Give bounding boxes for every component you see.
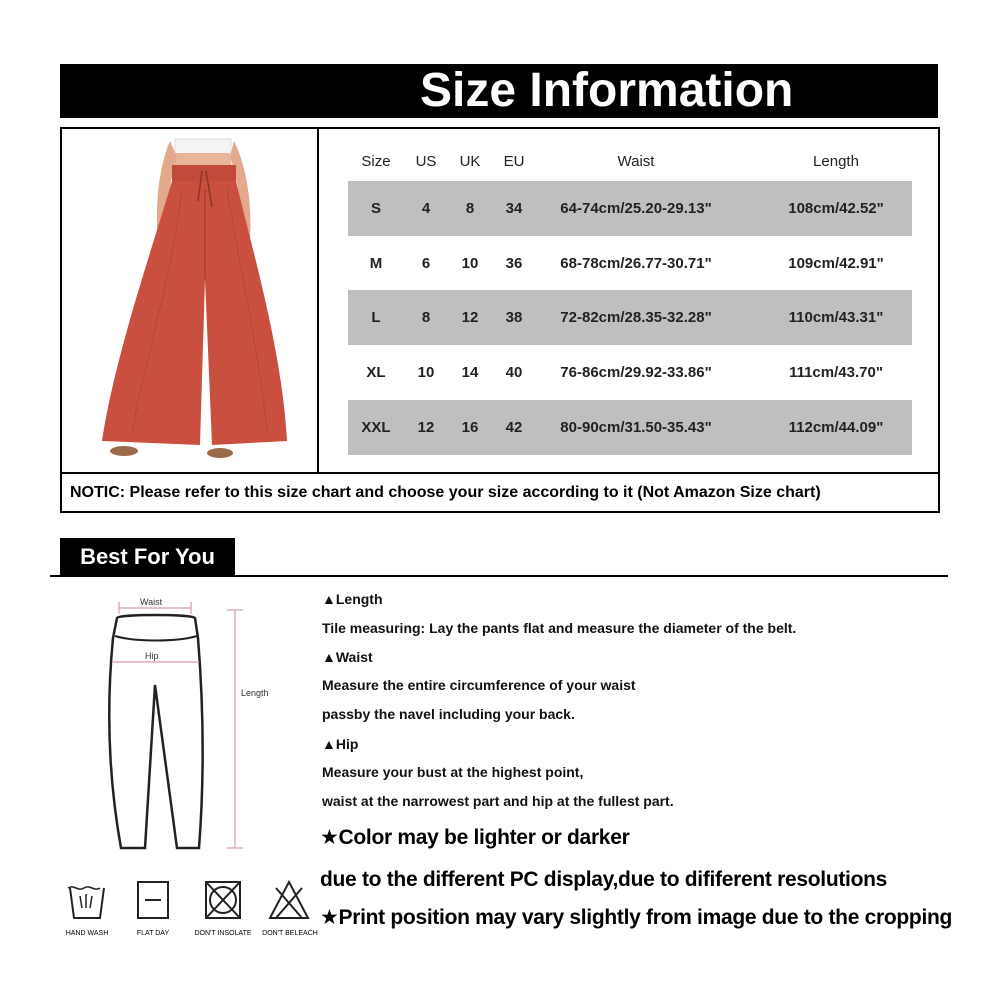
size-cell: M [369, 255, 383, 272]
waist-instruction-2: passby the navel including your back. [322, 706, 575, 722]
color-note: ★Color may be lighter or darker [320, 826, 630, 849]
size-cell: XL [366, 364, 386, 381]
waist-cell: 72-82cm/28.35-32.28" [560, 309, 712, 326]
product-photo [62, 129, 317, 472]
size-chart-box [60, 127, 940, 513]
length-cell: 109cm/42.91" [788, 255, 884, 272]
column-header: Length [813, 153, 859, 170]
us-cell: 6 [421, 255, 431, 272]
do-not-insulate-label: DON'T INSOLATE [194, 930, 252, 937]
header-banner [60, 64, 938, 118]
table-row [348, 345, 912, 400]
page-title: Size Information [420, 64, 794, 117]
table-row [348, 181, 912, 236]
waist-instruction-1: Measure the entire circumference of your waist [322, 677, 636, 693]
measurement-diagram [95, 590, 295, 855]
hand-wash-label: HAND WASH [65, 930, 109, 937]
waist-cell: 68-78cm/26.77-30.71" [560, 255, 712, 272]
uk-cell: 14 [461, 364, 479, 381]
length-cell: 108cm/42.52" [788, 200, 884, 217]
length-cell: 110cm/43.31" [788, 309, 884, 326]
us-cell: 12 [417, 419, 435, 436]
hip-instruction-1: Measure your bust at the highest point, [322, 764, 584, 780]
column-header: US [415, 153, 437, 170]
do-not-bleach-icon [254, 878, 324, 924]
waist-heading: ▲Waist [322, 649, 373, 665]
uk-cell: 8 [465, 200, 475, 217]
size-cell: L [371, 309, 381, 326]
eu-cell: 34 [505, 200, 523, 217]
waist-cell: 64-74cm/25.20-29.13" [560, 200, 712, 217]
us-cell: 8 [421, 309, 431, 326]
us-cell: 10 [417, 364, 435, 381]
waist-label: Waist [140, 597, 163, 607]
eu-cell: 40 [505, 364, 523, 381]
eu-cell: 42 [505, 419, 523, 436]
waist-cell: 76-86cm/29.92-33.86" [560, 364, 712, 381]
length-label: Length [241, 688, 269, 698]
print-note: ★Print position may vary slightly from image due to the cropping [320, 906, 953, 929]
pants-outline [109, 615, 203, 848]
column-header: EU [503, 153, 525, 170]
do-not-insulate-icon [188, 878, 258, 924]
length-cell: 111cm/43.70" [789, 364, 883, 381]
eu-cell: 36 [505, 255, 523, 272]
table-row [348, 290, 912, 345]
uk-cell: 10 [461, 255, 479, 272]
flat-dry-icon [118, 878, 188, 924]
waist-cell: 80-90cm/31.50-35.43" [560, 419, 712, 436]
length-heading: ▲Length [322, 591, 383, 607]
hip-instruction-2: waist at the narrowest part and hip at the fullest part. [322, 793, 674, 809]
section-divider [50, 575, 948, 577]
hand-wash-icon [52, 878, 122, 924]
column-header: UK [459, 153, 481, 170]
hip-heading: ▲Hip [322, 736, 359, 752]
best-for-you-title: Best For You [80, 544, 215, 569]
do-not-bleach-label: DON'T BELEACH [262, 930, 318, 937]
size-cell: XXL [361, 419, 391, 436]
display-note: due to the different PC display,due to dififerent resolutions [320, 868, 888, 891]
eu-cell: 38 [505, 309, 523, 326]
product-photo-cell [62, 129, 319, 472]
uk-cell: 12 [461, 309, 479, 326]
pants-garment [102, 181, 287, 445]
column-header: Size [361, 153, 391, 170]
us-cell: 4 [421, 200, 431, 217]
notice-text: NOTIC: Please refer to this size chart and choose your size according to it (Not Amazon Size chart) [70, 484, 821, 501]
uk-cell: 16 [461, 419, 479, 436]
length-instruction: Tile measuring: Lay the pants flat and measure the diameter of the belt. [322, 620, 797, 636]
table-row [348, 236, 912, 291]
hip-label: Hip [145, 651, 159, 661]
best-for-you-tab [60, 538, 235, 576]
flat-dry-label: FLAT DAY [136, 930, 170, 937]
length-cell: 112cm/44.09" [788, 419, 884, 436]
table-row [348, 400, 912, 455]
size-cell: S [370, 200, 381, 217]
column-header: Waist [617, 153, 655, 170]
notice-row [62, 472, 938, 513]
